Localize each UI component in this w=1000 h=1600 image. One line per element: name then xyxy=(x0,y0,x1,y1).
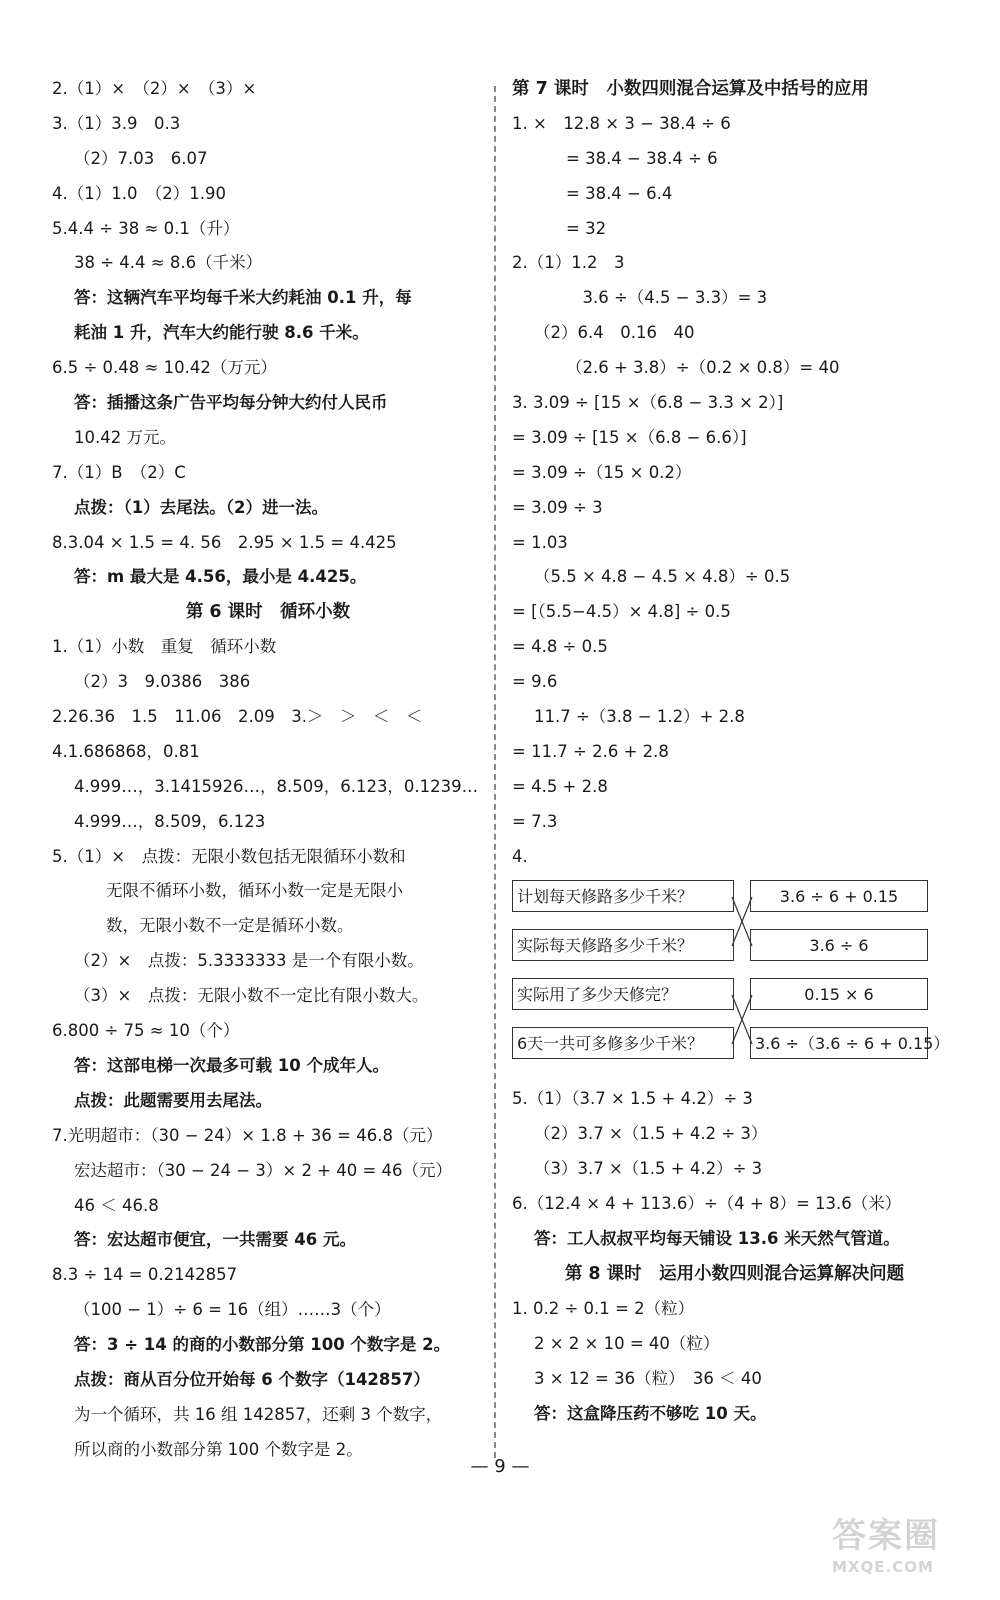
answer-line: 答：这辆汽车平均每千米大约耗油 0.1 升，每 xyxy=(74,288,412,308)
answer-line: = 4.5 + 2.8 xyxy=(512,776,608,796)
answer-line: 3. 3.09 ÷ [15 ×（6.8 − 3.3 × 2）] xyxy=(512,393,784,413)
match-row xyxy=(512,929,957,978)
answer-line: 4.1.686868，0.81 xyxy=(52,741,200,761)
match-row xyxy=(512,880,957,929)
answer-line: （3）3.7 ×（1.5 + 4.2）÷ 3 xyxy=(534,1159,763,1179)
answer-line: 2.（1）1.2 3 xyxy=(512,253,625,273)
answer-line: （2）6.4 0.16 40 xyxy=(534,323,695,343)
answer-line: = [（5.5−4.5）× 4.8] ÷ 0.5 xyxy=(512,602,731,622)
match-expression-box: 3.6 ÷（3.6 ÷ 6 + 0.15） xyxy=(750,1027,928,1059)
answer-line: 点拨：商从百分位开始每 6 个数字（142857） xyxy=(74,1369,430,1389)
column-divider xyxy=(494,86,496,1458)
match-row xyxy=(512,1027,957,1076)
watermark-sub: MXQE.COM xyxy=(832,1558,934,1576)
answer-line: = 3.09 ÷（15 × 0.2） xyxy=(512,462,692,482)
answer-line: = 11.7 ÷ 2.6 + 2.8 xyxy=(512,741,669,761)
answer-line: 答：插播这条广告平均每分钟大约付人民币 xyxy=(74,393,388,413)
answer-line: 答：工人叔叔平均每天铺设 13.6 米天然气管道。 xyxy=(534,1229,900,1249)
answer-line: = 32 xyxy=(566,218,607,238)
answer-line: （2）× 点拨：5.3333333 是一个有限小数。 xyxy=(74,951,424,971)
answer-line: 3.（1）3.9 0.3 xyxy=(52,113,181,133)
left-column xyxy=(52,72,484,1468)
answer-line: = 1.03 xyxy=(512,532,568,552)
watermark xyxy=(832,1514,982,1584)
answer-line: 5.4.4 ÷ 38 ≈ 0.1（升） xyxy=(52,218,240,238)
section-heading: 第 7 课时 小数四则混合运算及中括号的应用 xyxy=(512,79,869,99)
answer-line: 6.5 ÷ 0.48 ≈ 10.42（万元） xyxy=(52,358,277,378)
answer-line: 1.（1）小数 重复 循环小数 xyxy=(52,637,277,657)
answer-line: 答：宏达超市便宜，一共需要 46 元。 xyxy=(74,1230,356,1250)
answer-line: 2 × 2 × 10 = 40（粒） xyxy=(534,1333,720,1353)
page-number: — 9 — xyxy=(470,1456,530,1477)
match-expression-box: 3.6 ÷ 6 xyxy=(750,929,928,961)
answer-line: 耗油 1 升，汽车大约能行驶 8.6 千米。 xyxy=(74,323,369,343)
answer-line: 46 ＜ 46.8 xyxy=(74,1195,159,1215)
answer-line: （100 − 1）÷ 6 = 16（组）……3（个） xyxy=(74,1300,391,1320)
match-question-box: 计划每天修路多少千米？ xyxy=(512,880,734,912)
section-heading: 第 6 课时 循环小数 xyxy=(185,602,351,623)
answer-line: 3 × 12 = 36（粒） 36 ＜ 40 xyxy=(534,1368,762,1388)
answer-line: 答：3 ÷ 14 的商的小数部分第 100 个数字是 2。 xyxy=(74,1335,451,1355)
match-question-box: 实际每天修路多少千米？ xyxy=(512,929,734,961)
right-column xyxy=(512,72,957,1431)
match-question-box: 实际用了多少天修完？ xyxy=(512,978,734,1010)
answer-line: 点拨：（1）去尾法。（2）进一法。 xyxy=(74,497,328,517)
match-expression-box: 0.15 × 6 xyxy=(750,978,928,1010)
answer-line: = 38.4 − 6.4 xyxy=(566,183,673,203)
answer-line: 1. 0.2 ÷ 0.1 = 2（粒） xyxy=(512,1298,695,1318)
answer-line: 答：这盒降压药不够吃 10 天。 xyxy=(534,1403,767,1423)
answer-line: 8.3.04 × 1.5 = 4. 56 2.95 × 1.5 = 4.425 xyxy=(52,532,397,552)
answer-line: 7.（1）B （2）C xyxy=(52,462,186,482)
answer-line: 2.（1）× （2）× （3）× xyxy=(52,79,257,98)
answer-line: 6.800 ÷ 75 ≈ 10（个） xyxy=(52,1021,240,1041)
answer-line: 5.（1）（3.7 × 1.5 + 4.2）÷ 3 xyxy=(512,1089,753,1109)
answer-line: 1. × 12.8 × 3 − 38.4 ÷ 6 xyxy=(512,113,731,133)
answer-line: （2）7.03 6.07 xyxy=(74,148,208,168)
right-bottom-section xyxy=(512,1082,957,1431)
answer-line: 6.（12.4 × 4 + 113.6）÷（4 + 8）= 13.6（米） xyxy=(512,1194,902,1214)
matching-exercise xyxy=(512,880,957,1076)
answer-line: = 3.09 ÷ 3 xyxy=(512,497,603,517)
answer-line: 无限不循环小数，循环小数一定是无限小 xyxy=(106,881,403,901)
answer-line: = 7.3 xyxy=(512,811,558,831)
answer-line: 宏达超市：（30 − 24 − 3）× 2 + 40 = 46（元） xyxy=(74,1160,453,1180)
watermark-main: 答案圈 xyxy=(832,1516,940,1556)
answer-line: （2）3 9.0386 386 xyxy=(74,672,251,692)
answer-line: = 9.6 xyxy=(512,672,558,692)
answer-line: （5.5 × 4.8 − 4.5 × 4.8）÷ 0.5 xyxy=(534,567,791,587)
section-heading: 第 8 课时 运用小数四则混合运算解决问题 xyxy=(564,1263,905,1284)
answer-line: 答：m 最大是 4.56，最小是 4.425。 xyxy=(74,567,367,587)
match-question-box: 6天一共可多修多少千米？ xyxy=(512,1027,734,1059)
answer-line: 2.26.36 1.5 11.06 2.09 3.＞ ＞ ＜ ＜ xyxy=(52,707,423,727)
answer-line: 所以商的小数部分第 100 个数字是 2。 xyxy=(74,1439,363,1459)
right-top-section xyxy=(512,72,957,874)
answer-line: （3）× 点拨：无限小数不一定比有限小数大。 xyxy=(74,986,429,1006)
answer-line: 数，无限小数不一定是循环小数。 xyxy=(106,916,354,936)
answer-line: 5.（1）× 点拨：无限小数包括无限循环小数和 xyxy=(52,846,406,866)
answer-line: 点拨：此题需要用去尾法。 xyxy=(74,1090,272,1110)
answer-line: = 3.09 ÷ [15 ×（6.8 − 6.6）] xyxy=(512,427,747,447)
answer-line: 8.3 ÷ 14 = 0.2142857 xyxy=(52,1265,238,1285)
answer-line: 10.42 万元。 xyxy=(74,427,176,447)
answer-line: 4.（1）1.0 （2）1.90 xyxy=(52,183,226,203)
answer-line: 答：这部电梯一次最多可载 10 个成年人。 xyxy=(74,1055,389,1075)
answer-line: 11.7 ÷（3.8 − 1.2）+ 2.8 xyxy=(534,707,745,727)
answer-line: 为一个循环，共 16 组 142857，还剩 3 个数字， xyxy=(74,1404,443,1424)
match-expression-box: 3.6 ÷ 6 + 0.15 xyxy=(750,880,928,912)
answer-line: 4. xyxy=(512,846,528,866)
answer-line: （2）3.7 ×（1.5 + 4.2 ÷ 3） xyxy=(534,1124,768,1144)
answer-line: （2.6 + 3.8）÷（0.2 × 0.8）= 40 xyxy=(566,358,840,378)
answer-line: 4.999…，3.1415926…，8.509，6.123，0.1239… xyxy=(74,776,479,796)
answer-line: 4.999…，8.509，6.123 xyxy=(74,811,266,831)
answer-line: = 38.4 − 38.4 ÷ 6 xyxy=(566,148,718,168)
match-row xyxy=(512,978,957,1027)
answer-line: 38 ÷ 4.4 ≈ 8.6（千米） xyxy=(74,253,263,273)
answer-line: 3.6 ÷（4.5 − 3.3）= 3 xyxy=(566,288,768,308)
answer-line: 7.光明超市：（30 − 24）× 1.8 + 36 = 46.8（元） xyxy=(52,1125,443,1145)
answer-line: = 4.8 ÷ 0.5 xyxy=(512,637,608,657)
